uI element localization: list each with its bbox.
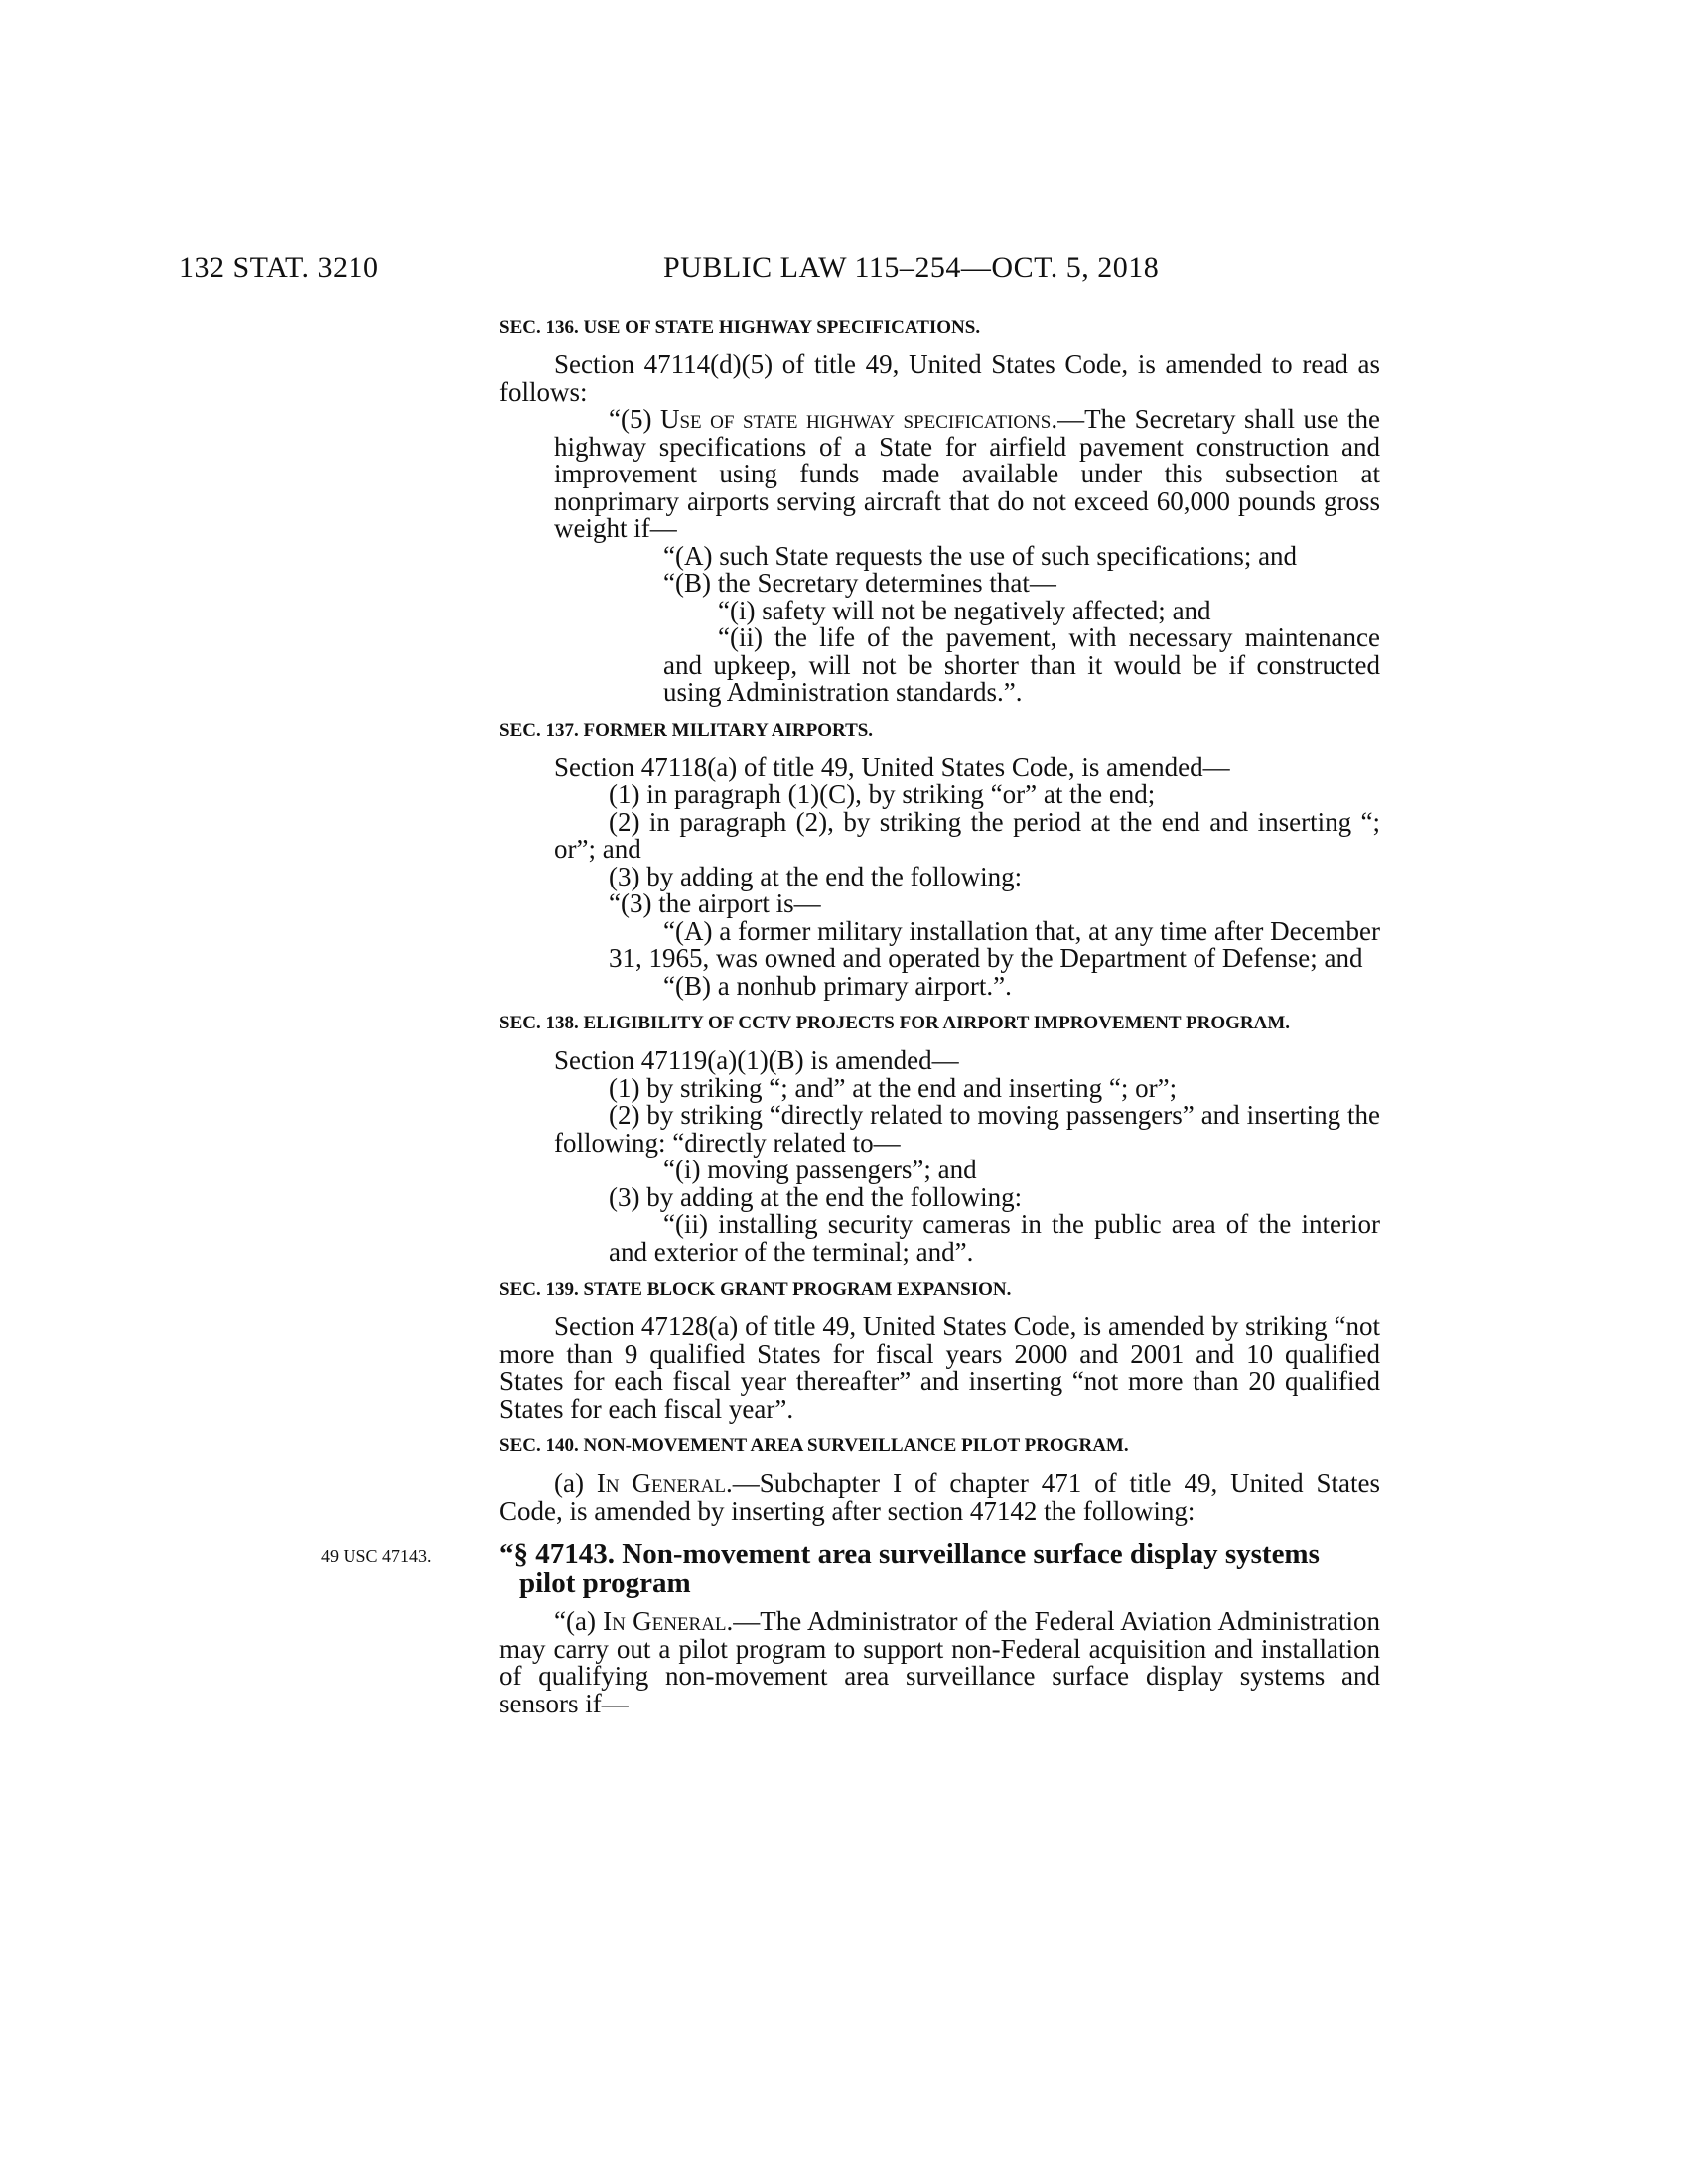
sec-136-heading: SEC. 136. USE OF STATE HIGHWAY SPECIFICATIONS. (499, 317, 981, 338)
public-law-title: PUBLIC LAW 115–254—OCT. 5, 2018 (663, 251, 1160, 284)
sec-137-intro: Section 47118(a) of title 49, United States Code, is amended— (554, 751, 1230, 782)
margin-note-usc: 49 USC 47143. (321, 1546, 432, 1566)
sec-137-heading: SEC. 137. FORMER MILITARY AIRPORTS. (499, 719, 874, 741)
sec-136-p5-open: “(5) (609, 404, 660, 434)
sec-138-paragraph-1: (1) by striking “; and” at the end and inserting “; or”; (609, 1072, 1178, 1103)
sec-138-quoted-clause-ii: “(ii) installing security cameras in the public area of the interior and exterior of the terminal; and”. (609, 1209, 1380, 1267)
sec-140-a-text: .—Subchapter I of chapter 471 of title 49, United States Code, is amended by inserting after section 47142 the following: (499, 1468, 1380, 1526)
sec-140-a-open: (a) (554, 1468, 597, 1498)
section-47143-a-heading: In General (603, 1606, 727, 1636)
document-body (321, 316, 1381, 1718)
sec-137-quoted-subparagraph-a: “(A) a former military installation that, at any time after December 31, 1965, was owned and operated by the Department of Defense; and (609, 915, 1380, 973)
sec-136-clause-ii: “(ii) the life of the pavement, with necessary maintenance and upkeep, will not be shorter than it would be if constructed using Administration standards.”. (663, 622, 1380, 707)
sec-138-paragraph-3: (3) by adding at the end the following: (609, 1181, 1023, 1212)
sec-136-p5-text: .—The Secretary shall use the highway specifications of a State for airfield pavement construction and improvement using funds made available under this subsection at nonprimary airports serving aircraft that do not exceed 60,000 pounds gross weight if— (554, 404, 1381, 543)
sec-136-paragraph-5 (499, 406, 1380, 543)
sec-138-intro: Section 47119(a)(1)(B) is amended— (554, 1045, 959, 1075)
sec-136-subparagraph-a: “(A) such State requests the use of such specifications; and (663, 540, 1298, 571)
sec-137-paragraph-1: (1) in paragraph (1)(C), by striking “or” at the end; (609, 779, 1156, 809)
sec-140-a-heading: In General (596, 1468, 726, 1498)
sec-138-quoted-clause-i: “(i) moving passengers”; and (663, 1155, 977, 1184)
sec-138-paragraph-2: (2) by striking “directly related to moving passengers” and inserting the following: “directly related to— (554, 1100, 1380, 1158)
sec-136-subparagraph-b: “(B) the Secretary determines that— (663, 568, 1056, 598)
sec-136-intro: Section 47114(d)(5) of title 49, United States Code, is amended to read as follows: (499, 349, 1380, 407)
section-47143-title-text: “§ 47143. Non-movement area surveillance surface display systems pilot program (499, 1538, 1320, 1599)
section-47143-subsection-a (499, 1608, 1380, 1717)
statute-citation: 132 STAT. 3210 (179, 251, 379, 284)
section-47143-a-text: .—The Administrator of the Federal Aviation Administration may carry out a pilot program to support non-Federal acquisition and installation of qualifying non-movement area surveillance surface display systems and sensors if— (499, 1606, 1380, 1718)
sec-140-subsection-a (499, 1470, 1380, 1525)
sec-137-paragraph-2: (2) in paragraph (2), by striking the period at the end and inserting “; or”; and (554, 806, 1380, 864)
section-47143-a-open: “(a) (554, 1606, 604, 1636)
sec-139-body: Section 47128(a) of title 49, United States Code, is amended by striking “not more than 9 qualified States for fiscal years 2000 and 2001 and 10 qualified States for each fiscal year thereafter” and inserting “not more than 20 qualified States for each fiscal year”. (499, 1311, 1380, 1424)
sec-137-quoted-subparagraph-b: “(B) a nonhub primary airport.”. (663, 970, 1012, 1001)
section-47143-title (321, 1538, 1380, 1599)
sec-137-paragraph-3: (3) by adding at the end the following: (609, 861, 1023, 891)
sec-140-heading: SEC. 140. NON-MOVEMENT AREA SURVEILLANCE PILOT PROGRAM. (499, 1435, 1129, 1456)
page-header (179, 248, 1380, 288)
sec-136-clause-i: “(i) safety will not be negatively affected; and (718, 595, 1211, 625)
sec-137-quoted-paragraph-3: “(3) the airport is— (609, 888, 821, 918)
sec-136-p5-heading: Use of state highway specifications (659, 404, 1052, 434)
sec-138-heading: SEC. 138. ELIGIBILITY OF CCTV PROJECTS FOR AIRPORT IMPROVEMENT PROGRAM. (499, 1013, 1291, 1033)
sec-139-heading: SEC. 139. STATE BLOCK GRANT PROGRAM EXPANSION. (499, 1279, 1012, 1299)
